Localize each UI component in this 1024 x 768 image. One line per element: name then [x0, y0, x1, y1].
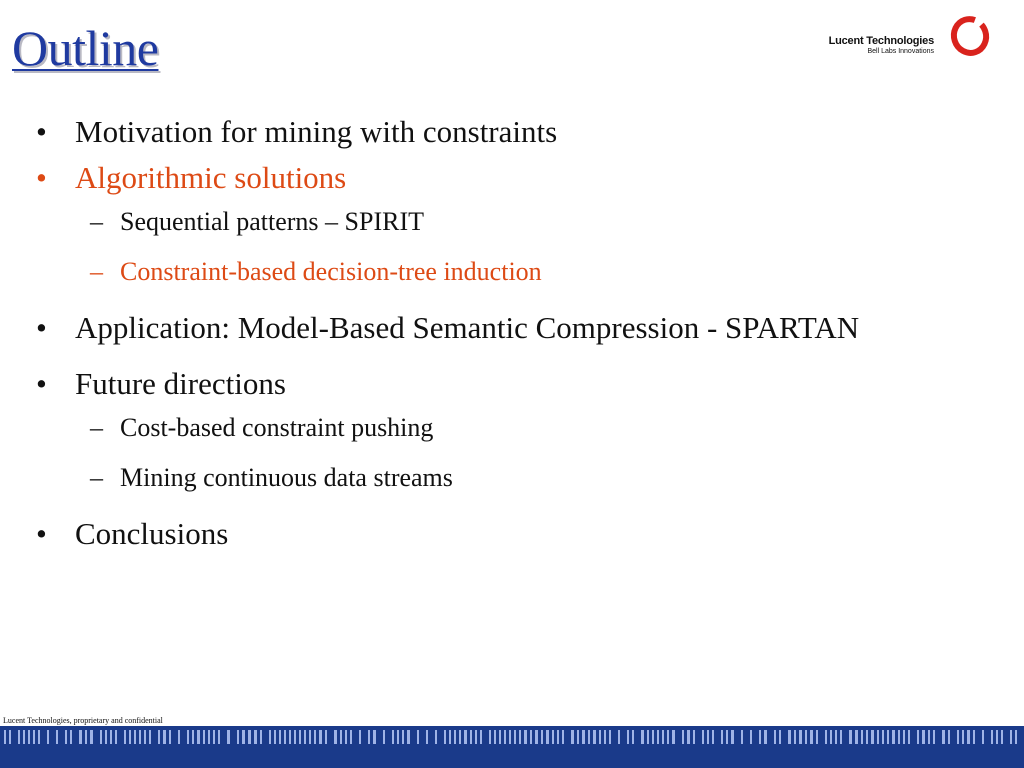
footer-stripe — [942, 730, 945, 744]
sub-bullet-text: Constraint-based decision-tree induction — [120, 257, 542, 286]
footer-stripe — [750, 730, 752, 744]
footer-stripe — [449, 730, 451, 744]
footer-stripe — [299, 730, 301, 744]
bullet-marker: • — [36, 114, 47, 149]
logo-company-name: Lucent Technologies — [828, 35, 934, 47]
footer-stripe — [144, 730, 146, 744]
footer-stripe — [85, 730, 87, 744]
bullet-text: Future directions — [75, 366, 286, 401]
footer-stripe — [269, 730, 271, 744]
footer-stripe — [417, 730, 419, 744]
footer-stripe — [169, 730, 171, 744]
footer-stripe — [546, 730, 549, 744]
footer-stripe — [248, 730, 251, 744]
footer-stripe — [609, 730, 611, 744]
footer-stripe — [571, 730, 574, 744]
footer-stripe — [402, 730, 404, 744]
footer-stripe — [996, 730, 998, 744]
footer-stripe — [726, 730, 728, 744]
footer-stripe — [134, 730, 136, 744]
footer-stripe — [373, 730, 376, 744]
bullet-text: Algorithmic solutions — [75, 160, 347, 195]
sub-bullet-marker: – — [90, 413, 103, 442]
footer-stripe — [227, 730, 230, 744]
footer-stripe — [1001, 730, 1003, 744]
footer-stripe — [242, 730, 245, 744]
footer-stripe — [407, 730, 410, 744]
footer-stripe — [759, 730, 761, 744]
footer-stripe — [28, 730, 30, 744]
footer-stripe — [514, 730, 516, 744]
footer-stripe — [810, 730, 813, 744]
footer-stripe — [799, 730, 802, 744]
footer-stripe — [707, 730, 709, 744]
footer-stripe — [274, 730, 276, 744]
sub-bullet-text: Cost-based constraint pushing — [120, 413, 434, 442]
footer-stripe — [741, 730, 743, 744]
footer-stripe — [794, 730, 796, 744]
bullet-item — [0, 512, 1000, 556]
footer-stripe — [1015, 730, 1017, 744]
footer-stripe — [599, 730, 601, 744]
footer-stripe — [530, 730, 532, 744]
sub-bullet-item — [0, 458, 1000, 498]
footer-stripe — [982, 730, 984, 744]
footer-stripe — [577, 730, 579, 744]
footer-stripe — [90, 730, 93, 744]
footer-stripe — [632, 730, 634, 744]
footer-stripe — [279, 730, 281, 744]
footer-stripe — [350, 730, 352, 744]
footer-stripe — [208, 730, 210, 744]
footer-stripe — [149, 730, 151, 744]
footer-stripe — [260, 730, 262, 744]
footer-stripe — [254, 730, 257, 744]
logo-text — [829, 35, 934, 56]
footer-stripe — [325, 730, 327, 744]
footer-stripe — [805, 730, 807, 744]
footer-stripe — [163, 730, 166, 744]
footer-stripe — [368, 730, 370, 744]
footer-stripe — [105, 730, 107, 744]
footer-stripe — [647, 730, 649, 744]
footer-stripe — [731, 730, 734, 744]
footer-stripe — [557, 730, 559, 744]
footer-stripe — [871, 730, 874, 744]
footer-stripe — [23, 730, 25, 744]
footer-stripe — [334, 730, 337, 744]
footer-stripe — [56, 730, 58, 744]
bullet-item — [0, 362, 1000, 406]
footer-stripe — [917, 730, 919, 744]
footer-stripe — [861, 730, 863, 744]
footer-stripe — [588, 730, 590, 744]
footer-stripe — [562, 730, 564, 744]
footer-stripe — [115, 730, 117, 744]
footer-stripe — [1010, 730, 1012, 744]
footer-stripe — [892, 730, 895, 744]
footer-stripe — [494, 730, 496, 744]
slide-title: Outline — [12, 20, 159, 76]
footer-stripe — [657, 730, 659, 744]
footer-stripe — [340, 730, 342, 744]
footer-stripe — [309, 730, 311, 744]
footer-stripe — [454, 730, 456, 744]
footer-stripe — [459, 730, 461, 744]
footer-stripe — [774, 730, 776, 744]
footer-stripe — [65, 730, 67, 744]
footer-stripe — [319, 730, 322, 744]
footer-stripe — [426, 730, 428, 744]
footer-stripe — [702, 730, 704, 744]
sub-bullet-item — [0, 252, 1000, 292]
footer-stripe — [4, 730, 6, 744]
footer-stripe — [693, 730, 695, 744]
footer-stripe — [499, 730, 501, 744]
footer-stripe — [948, 730, 950, 744]
footer-stripe — [9, 730, 11, 744]
footer-stripe — [877, 730, 879, 744]
footer-stripe — [541, 730, 543, 744]
footer-stripe — [444, 730, 446, 744]
footer-stripe — [314, 730, 316, 744]
footer-stripe — [383, 730, 385, 744]
footer-stripe — [18, 730, 20, 744]
footer-stripe — [237, 730, 239, 744]
footer-stripe — [464, 730, 467, 744]
footer-stripe — [552, 730, 554, 744]
footer-stripe — [304, 730, 306, 744]
footer-stripe — [835, 730, 837, 744]
footer-stripe — [213, 730, 215, 744]
footer-stripe — [830, 730, 832, 744]
footer-stripe — [582, 730, 585, 744]
footer-stripe — [898, 730, 900, 744]
footer-stripe — [38, 730, 40, 744]
footer-stripe — [504, 730, 506, 744]
footer-stripe — [618, 730, 620, 744]
footer-stripe — [124, 730, 126, 744]
footer-stripe — [289, 730, 291, 744]
footer-stripe — [764, 730, 767, 744]
sub-bullet-text: Mining continuous data streams — [120, 463, 453, 492]
footer-stripe — [712, 730, 714, 744]
footer-stripe — [294, 730, 296, 744]
footer-stripe — [779, 730, 781, 744]
lucent-ring-icon — [948, 14, 992, 58]
footer-stripe — [129, 730, 131, 744]
footer-stripe — [866, 730, 868, 744]
bullet-marker: • — [36, 516, 47, 551]
sub-bullet-marker: – — [90, 207, 103, 236]
footer-stripe — [903, 730, 905, 744]
footer-stripe — [816, 730, 818, 744]
outline-bullet-list — [0, 110, 1000, 568]
footer-stripe — [519, 730, 521, 744]
footer-stripe — [662, 730, 664, 744]
bullet-marker: • — [36, 160, 47, 195]
footer-stripe — [604, 730, 606, 744]
bullet-text: Conclusions — [75, 516, 229, 551]
footer-stripe — [667, 730, 669, 744]
sub-bullet-text: Sequential patterns – SPIRIT — [120, 207, 425, 236]
footer-stripe — [962, 730, 964, 744]
bullet-marker: • — [36, 366, 47, 401]
bullet-item — [0, 110, 1000, 154]
footer-stripe — [721, 730, 723, 744]
footer-stripe — [957, 730, 959, 744]
footer-stripe — [788, 730, 791, 744]
footer-stripe — [359, 730, 361, 744]
footer-stripe — [192, 730, 194, 744]
footer-stripe — [392, 730, 394, 744]
footer-stripe — [345, 730, 347, 744]
footer-stripe — [887, 730, 889, 744]
footer-stripe — [139, 730, 141, 744]
footer-stripe — [218, 730, 220, 744]
footer-stripe — [524, 730, 527, 744]
footer-stripe — [922, 730, 925, 744]
footer-confidentiality-note: Lucent Technologies, proprietary and confidential — [3, 716, 163, 725]
footer-stripe — [110, 730, 112, 744]
footer-barcode-pattern — [0, 726, 1024, 768]
sub-bullet-marker: – — [90, 257, 103, 286]
footer-stripe — [991, 730, 993, 744]
footer-stripe — [627, 730, 629, 744]
footer-stripe — [593, 730, 596, 744]
footer-stripe — [79, 730, 82, 744]
footer-stripe — [840, 730, 842, 744]
footer-stripe — [641, 730, 644, 744]
footer-stripe — [475, 730, 477, 744]
footer-stripe — [47, 730, 49, 744]
footer-stripe — [933, 730, 935, 744]
footer-stripe — [849, 730, 852, 744]
footer-stripe — [70, 730, 72, 744]
footer-stripe — [652, 730, 654, 744]
footer-stripe — [908, 730, 910, 744]
footer-stripe — [158, 730, 160, 744]
footer-stripe — [672, 730, 675, 744]
footer-stripe — [682, 730, 684, 744]
footer-stripe — [973, 730, 975, 744]
footer-stripe — [855, 730, 858, 744]
footer-stripe — [178, 730, 180, 744]
footer-stripe — [435, 730, 437, 744]
footer-stripe — [470, 730, 472, 744]
lucent-logo — [818, 14, 994, 58]
sub-bullet-item — [0, 408, 1000, 448]
sub-bullet-marker: – — [90, 463, 103, 492]
footer-stripe — [187, 730, 189, 744]
bullet-item — [0, 306, 1000, 350]
logo-tagline: Bell Labs Innovations — [867, 48, 934, 55]
footer-stripe — [928, 730, 930, 744]
footer-stripe — [489, 730, 491, 744]
footer-stripe — [397, 730, 399, 744]
footer-stripe — [825, 730, 827, 744]
footer-stripe — [284, 730, 286, 744]
bullet-text: Application: Model-Based Semantic Compression - SPARTAN — [75, 310, 860, 345]
footer-stripe — [535, 730, 538, 744]
bullet-item — [0, 156, 1000, 200]
footer-pattern-bar — [0, 726, 1024, 768]
footer-stripe — [33, 730, 35, 744]
sub-bullet-item — [0, 202, 1000, 242]
footer-stripe — [100, 730, 102, 744]
footer-stripe — [480, 730, 482, 744]
footer-stripe — [687, 730, 690, 744]
bullet-text: Motivation for mining with constraints — [75, 114, 558, 149]
footer-stripe — [509, 730, 511, 744]
footer-stripe — [967, 730, 970, 744]
bullet-marker: • — [36, 310, 47, 345]
footer-stripe — [197, 730, 200, 744]
footer-stripe — [203, 730, 205, 744]
footer-stripe — [882, 730, 884, 744]
